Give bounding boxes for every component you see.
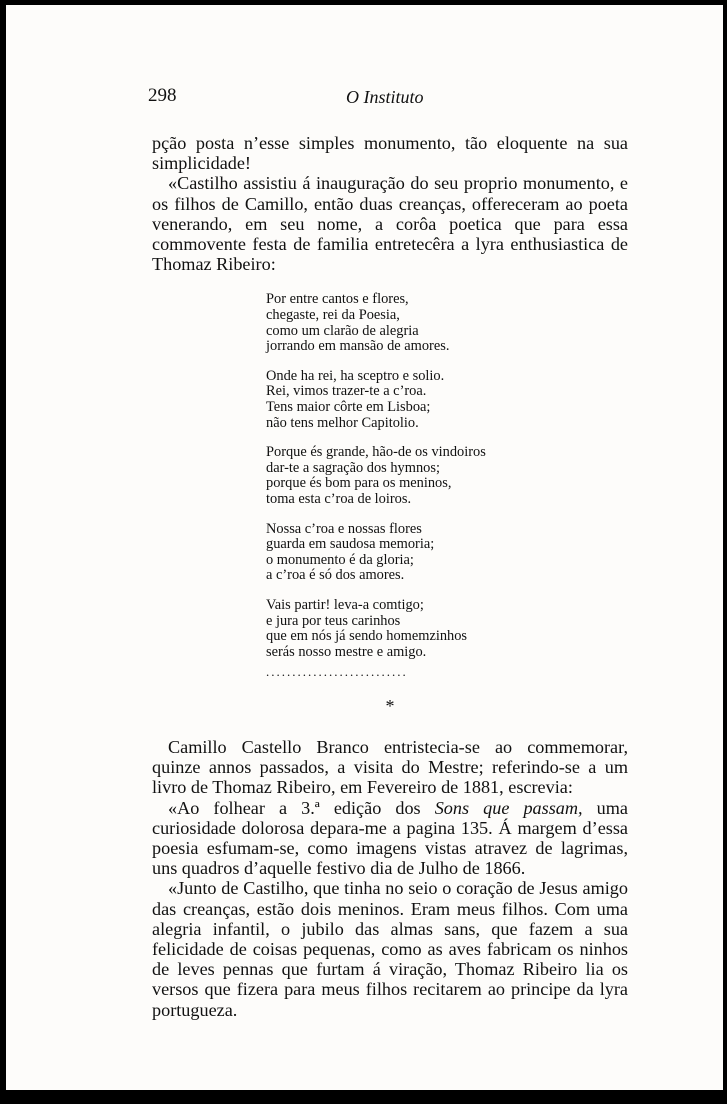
poem-line: chegaste, rei da Poesia, <box>266 307 400 324</box>
poem-line: que em nós já sendo homemzinhos <box>266 628 468 645</box>
poem-line: toma esta c’roa de loiros. <box>266 490 412 507</box>
poem-line: dar-te a sagração dos hymnos; <box>266 459 440 476</box>
poem-line: como um clarão de alegria <box>266 322 419 339</box>
poem-line: Rei, vimos trazer-te a c’roa. <box>266 383 427 400</box>
poem-line: jorrando em mansão de amores. <box>266 338 450 355</box>
section-separator: * <box>385 695 395 716</box>
poem-line: Porque és grande, hão-de os vindoiros <box>266 444 486 461</box>
paragraph-sons-que-passam <box>152 798 628 879</box>
book-page <box>6 5 723 1090</box>
poem-stanza <box>266 445 628 507</box>
poem-stanza <box>266 598 628 660</box>
paragraph-castilho: «Castilho assistiu á inauguração do seu proprio monumento, e os filhos de Camillo, então duas creanças, offereceram ao poeta venerando, em seu nome, a corôa poetica que para essa commovente festa de familia entretecêra a lyra enthusiastica de Thomaz Ribeiro: <box>152 173 628 275</box>
paragraph-junto-de-castilho: «Junto de Castilho, que tinha no seio o coração de Jesus amigo das creanças, estão dois meninos. Eram meus filhos. Com uma alegria infantil, o jubilo das almas sans, que fazem a sua felicidade de coisas pequenas, como as aves fabricam os ninhos de leves pennas que furtam á viração, Thomaz Ribeiro lia os versos que fizera para meus filhos recitarem ao principe da lyra portugueza. <box>152 878 628 1020</box>
poem-line: a c’roa é só dos amores. <box>266 567 405 584</box>
poem-line: Nossa c’roa e nossas flores <box>266 520 422 537</box>
poem-line: Vais partir! leva-a comtigo; <box>266 596 424 613</box>
paragraph-continuation: pção posta n’esse simples monumento, tão eloquente na sua simplicidade! <box>152 133 628 174</box>
poem-line: Por entre cantos e flores, <box>266 291 409 308</box>
poem <box>266 292 628 679</box>
page-body <box>152 133 628 1020</box>
poem-line: Onde ha rei, ha sceptro e solio. <box>266 367 445 384</box>
poem-line: Tens maior côrte em Lisboa; <box>266 398 431 415</box>
p2-text-after: uma curiosidade dolorosa depara-me a pagina 135. Á margem d’essa poesia esfumam-se, como imagens vistas atravez de lagrimas, uns quadros d’aquelle festivo dia de Julho de 1866. <box>152 797 628 879</box>
poem-line: serás nosso mestre e amigo. <box>266 643 427 660</box>
running-title: O Instituto <box>346 87 424 107</box>
page-header <box>148 85 628 113</box>
poem-stanza <box>266 369 628 431</box>
book-title-sons-que-passam: Sons que passam, <box>434 797 583 818</box>
poem-line: e jura por teus carinhos <box>266 612 401 629</box>
poem-line: o monumento é da gloria; <box>266 551 414 568</box>
poem-ellipsis: ........................... <box>266 664 408 680</box>
poem-line: não tens melhor Capitolio. <box>266 414 419 431</box>
page-number: 298 <box>148 85 177 106</box>
poem-line: guarda em saudosa memoria; <box>266 536 435 553</box>
poem-stanza <box>266 292 628 354</box>
p2-text-before: «Ao folhear a 3.ª edição dos <box>168 797 435 818</box>
poem-stanza <box>266 522 628 584</box>
poem-line: porque és bom para os meninos, <box>266 475 452 492</box>
paragraph-camillo: Camillo Castello Branco entristecia-se ao commemorar, quinze annos passados, a visita do Mestre; referindo-se a um livro de Thomaz Ribeiro, em Fevereiro de 1881, escrevia: <box>152 736 628 798</box>
